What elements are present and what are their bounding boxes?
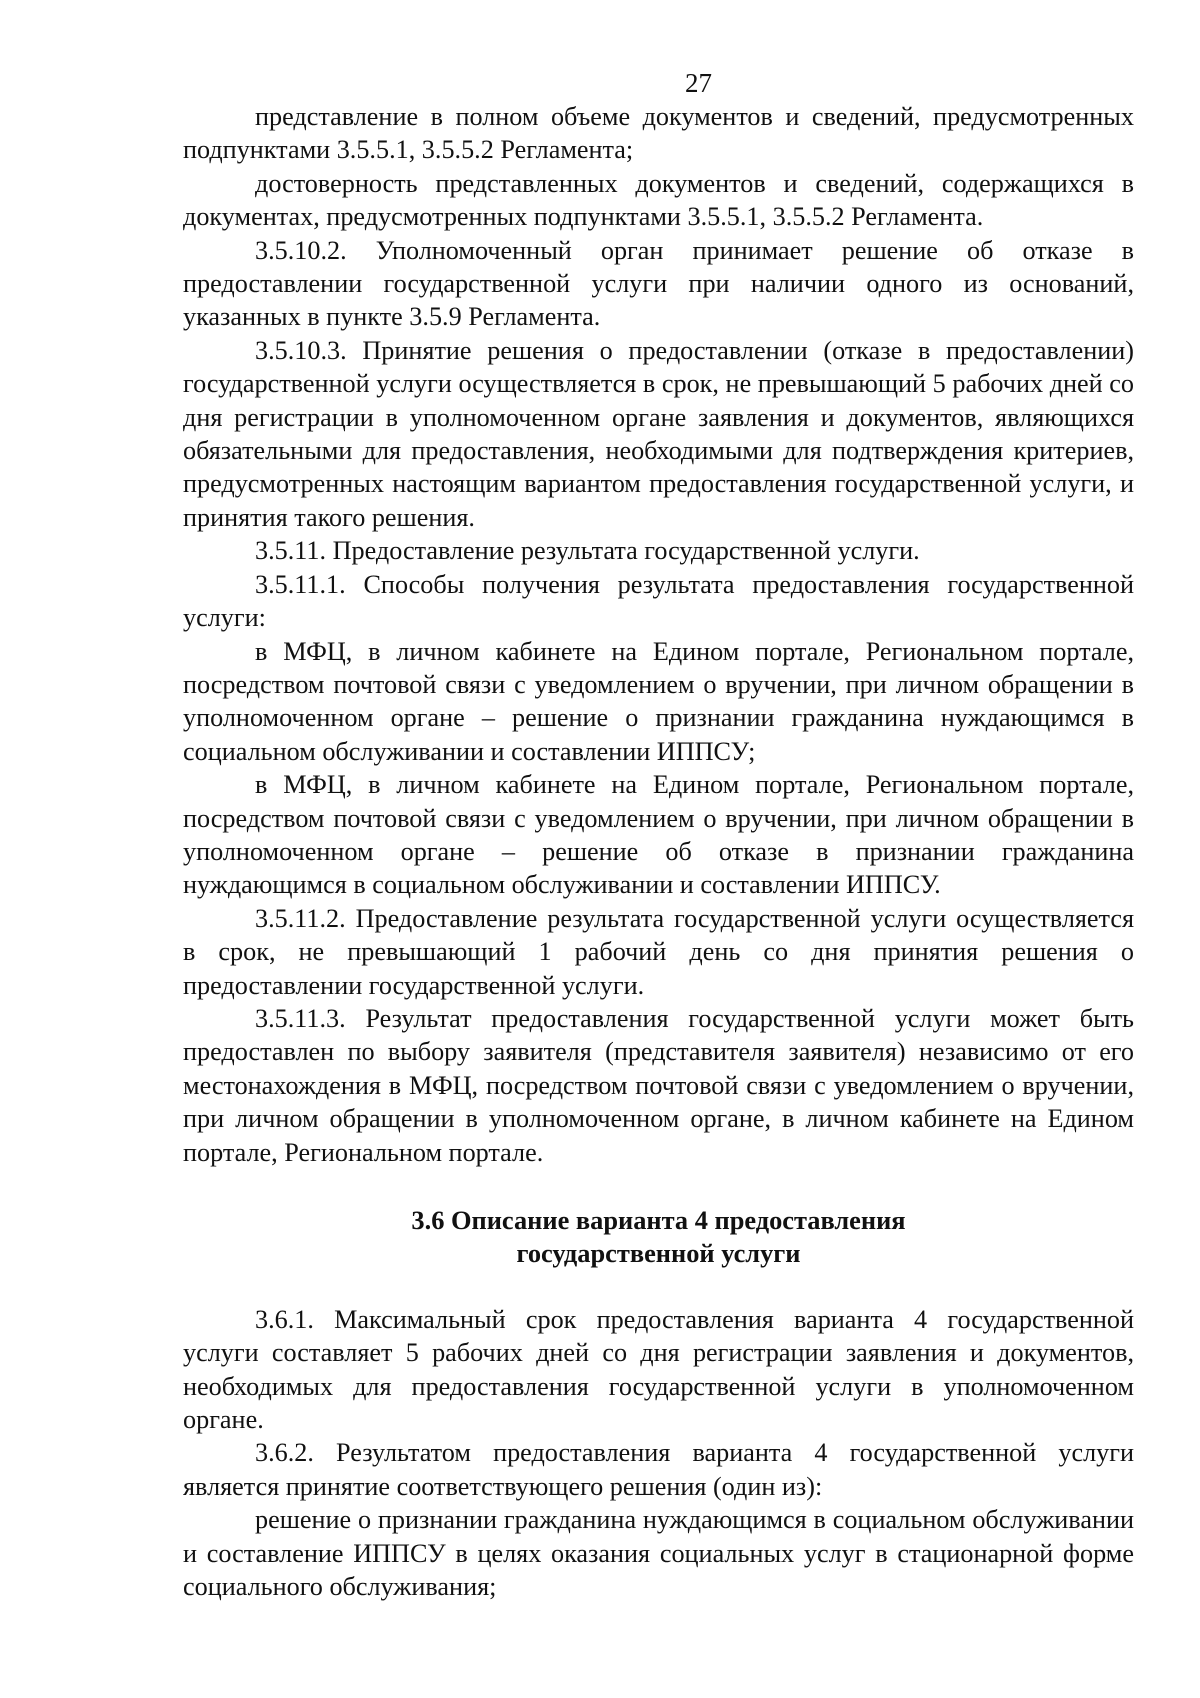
body-text-top [183,100,1134,1169]
paragraph: 3.6.2. Результатом предоставления варианта 4 государственной услуги является принятие соответствующего решения (один из): [183,1438,1134,1501]
page-number: 27 [685,68,712,98]
paragraph: 3.5.10.2. Уполномоченный орган принимает решение об отказе в предоставлении государственной услуги при наличии одного из оснований, указанных в пункте 3.5.9 Регламента. [183,235,1134,332]
section-heading [183,1204,1134,1271]
paragraph: 3.5.11. Предоставление результата государственной услуги. [255,536,920,566]
body-text-bottom [183,1303,1134,1604]
section-heading-line: 3.6 Описание варианта 4 предоставления [411,1205,906,1235]
paragraph: 3.5.11.2. Предоставление результата государственной услуги осуществляется в срок, не превышающий 1 рабочий день со дня принятия решения о предоставлении государственной услуги. [183,903,1134,1000]
paragraph: решение о признании гражданина нуждающимся в социальном обслуживании и составление ИППСУ в целях оказания социальных услуг в стационарной форме социального обслуживания; [183,1505,1134,1602]
paragraph: в МФЦ, в личном кабинете на Едином портале, Региональном портале, посредством почтовой связи с уведомлением о вручении, при личном обращении в уполномоченном органе – решение об отказе в признании гражданина нуждающимся в социальном обслуживании и составлении ИППСУ. [183,770,1134,900]
section-heading-line: государственной услуги [516,1238,801,1269]
paragraph: достоверность представленных документов и сведений, содержащихся в документах, предусмотренных подпунктами 3.5.5.1, 3.5.5.2 Регламента. [183,168,1134,232]
paragraph: 3.6.1. Максимальный срок предоставления варианта 4 государственной услуги составляет 5 рабочих дней со дня регистрации заявления и документов, необходимых для предоставления государственной услуги в уполномоченном органе. [183,1304,1134,1435]
paragraph: 3.5.11.3. Результат предоставления государственной услуги может быть предоставлен по выбору заявителя (представителя заявителя) независимо от его местонахождения в МФЦ, посредством почтовой связи с уведомлением о вручении, при личном обращении в уполномоченном органе, в личном кабинете на Едином портале, Региональном портале. [183,1003,1134,1167]
paragraph: в МФЦ, в личном кабинете на Едином портале, Региональном портале, посредством почтовой связи с уведомлением о вручении, при личном обращении в уполномоченном органе – решение о признании гражданина нуждающимся в социальном обслуживании и составлении ИППСУ; [183,636,1134,766]
paragraph: представление в полном объеме документов и сведений, предусмотренных подпунктами 3.5.5.1, 3.5.5.2 Регламента; [183,102,1134,165]
paragraph: 3.5.11.1. Способы получения результата предоставления государственной услуги: [183,569,1134,633]
paragraph: 3.5.10.3. Принятие решения о предоставлении (отказе в предоставлении) государственной услуги осуществляется в срок, не превышающий 5 рабочих дней со дня регистрации в уполномоченном органе заявления и документов, являющихся обязательными для предоставления, необходимыми для подтверждения критериев, предусмотренных настоящим вариантом предоставления государственной услуги, и принятия такого решения. [183,335,1134,532]
